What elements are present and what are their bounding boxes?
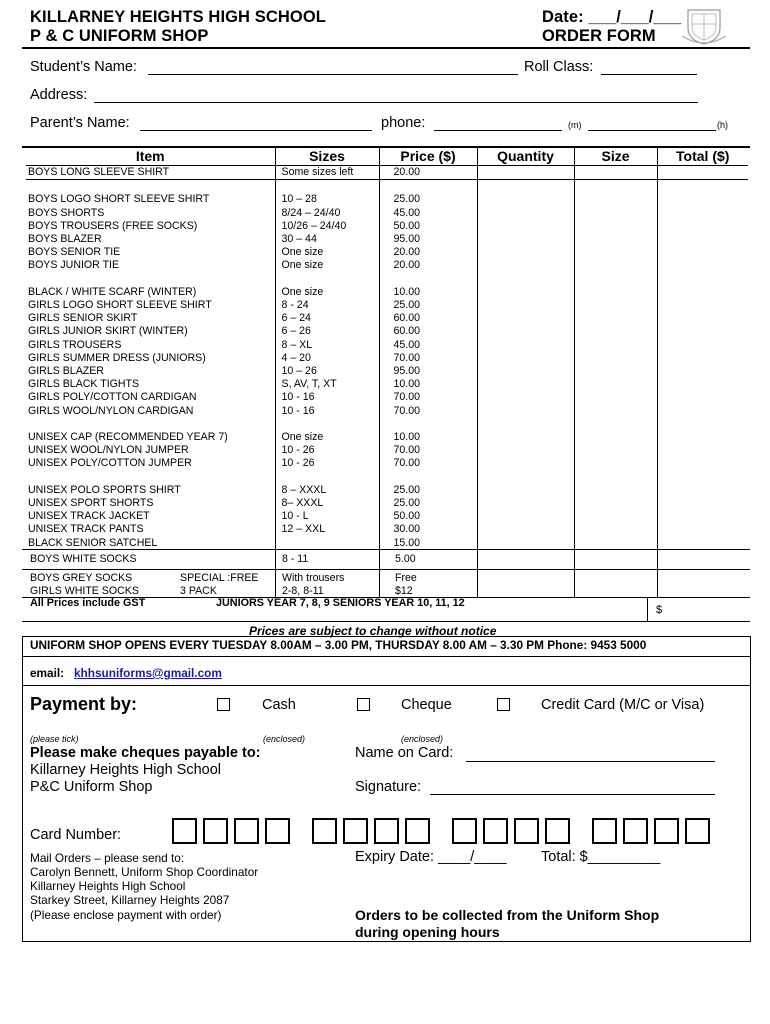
address-field[interactable] [94, 102, 698, 103]
total-cell[interactable] [657, 365, 748, 378]
total-cell[interactable] [657, 246, 748, 259]
item-sizes: One size [275, 286, 379, 299]
socks-girls-price: $12 [395, 585, 413, 597]
item-sizes: 10 - 16 [275, 405, 379, 418]
qty-cell[interactable] [477, 523, 574, 536]
table-row [26, 180, 748, 194]
item-name: GIRLS POLY/COTTON CARDIGAN [28, 391, 197, 404]
total-cell[interactable] [657, 259, 748, 272]
total-cell[interactable] [657, 180, 748, 194]
card-digit-box[interactable] [343, 818, 368, 844]
qty-cell[interactable] [477, 286, 574, 299]
size-cell[interactable] [574, 405, 657, 418]
item-name: GIRLS SENIOR SKIRT [28, 312, 138, 325]
size-cell[interactable] [574, 233, 657, 246]
mail-line-4: Starkey Street, Killarney Heights 2087 [30, 893, 230, 907]
total-cell[interactable] [657, 233, 748, 246]
card-digit-box[interactable] [514, 818, 539, 844]
shop-hours: UNIFORM SHOP OPENS EVERY TUESDAY 8.00AM – 3.00 PM, THURSDAY 8.00 AM – 3.30 PM Phone: 9453 5000 [30, 638, 647, 652]
item-sizes: 6 – 24 [275, 312, 379, 325]
card-digit-box[interactable] [654, 818, 679, 844]
socks-grey-sizes: With trousers [282, 572, 345, 584]
total-cell[interactable] [657, 484, 748, 497]
item-name: UNISEX TRACK PANTS [28, 523, 144, 536]
item-price [379, 418, 477, 431]
total-cell[interactable] [657, 391, 748, 404]
item-price [379, 273, 477, 286]
table-row [26, 444, 748, 457]
parent-name-label: Parent’s Name: [30, 115, 130, 131]
item-price: 50.00 [379, 510, 477, 523]
item-sizes: 10 – 26 [275, 365, 379, 378]
item-sizes: One size [275, 431, 379, 444]
address-label: Address: [30, 87, 88, 103]
item-price: 60.00 [379, 312, 477, 325]
school-name: KILLARNEY HEIGHTS HIGH SCHOOL [30, 8, 326, 26]
item-price: 10.00 [379, 431, 477, 444]
size-cell[interactable] [574, 339, 657, 352]
total-field[interactable]: Total: $_________ [541, 849, 661, 865]
item-price: 20.00 [379, 259, 477, 272]
socks-girls-pack: 3 PACK [180, 585, 217, 597]
qty-cell[interactable] [477, 273, 574, 286]
table-row [26, 537, 748, 550]
qty-cell[interactable] [477, 471, 574, 484]
socks-white-sizes: 8 - 11 [282, 553, 309, 565]
col-quantity: Quantity [477, 148, 574, 166]
size-cell[interactable] [574, 286, 657, 299]
shop-name: P & C UNIFORM SHOP [30, 27, 209, 45]
parent-name-field[interactable] [140, 130, 372, 131]
date-field[interactable]: Date: ___/___/___ [542, 8, 682, 26]
table-row [26, 418, 748, 431]
total-cell[interactable] [657, 220, 748, 233]
item-price: 20.00 [379, 246, 477, 259]
total-cell[interactable] [657, 537, 748, 550]
socks-grey-name: BOYS GREY SOCKS [30, 572, 133, 584]
total-cell[interactable] [657, 166, 748, 180]
item-sizes: 10 - 26 [275, 457, 379, 470]
size-cell[interactable] [574, 457, 657, 470]
item-price: 70.00 [379, 405, 477, 418]
enclosed-note-2: (enclosed) [401, 734, 444, 744]
qty-cell[interactable] [477, 246, 574, 259]
item-price: 15.00 [379, 537, 477, 550]
qty-cell[interactable] [477, 220, 574, 233]
total-cell[interactable] [657, 510, 748, 523]
item-name: GIRLS BLACK TIGHTS [28, 378, 140, 391]
qty-cell[interactable] [477, 484, 574, 497]
table-row [26, 352, 748, 365]
card-digit-box[interactable] [172, 818, 197, 844]
size-cell[interactable] [574, 246, 657, 259]
item-price: 95.00 [379, 365, 477, 378]
total-cell[interactable] [657, 352, 748, 365]
size-cell[interactable] [574, 431, 657, 444]
payee-line-1: Killarney Heights High School [30, 762, 222, 778]
table-row [26, 193, 748, 206]
total-cell[interactable] [657, 273, 748, 286]
gst-note: All Prices include GST [30, 597, 146, 609]
table-row [26, 431, 748, 444]
table-row [26, 312, 748, 325]
total-cell[interactable] [657, 444, 748, 457]
name-on-card-label: Name on Card: [355, 745, 454, 761]
item-price [379, 471, 477, 484]
size-cell[interactable] [574, 510, 657, 523]
table-row [26, 299, 748, 312]
item-name: BLACK / WHITE SCARF (WINTER) [28, 285, 197, 298]
size-cell[interactable] [574, 259, 657, 272]
item-price: 45.00 [379, 339, 477, 352]
items-table [26, 148, 748, 550]
item-price: 50.00 [379, 220, 477, 233]
roll-class-field[interactable] [601, 74, 697, 75]
item-price: 25.00 [379, 193, 477, 206]
total-cell[interactable] [657, 497, 748, 510]
school-crest-icon [680, 6, 728, 46]
table-header-row [26, 148, 748, 166]
size-cell[interactable] [574, 523, 657, 536]
socks-girls-name: GIRLS WHITE SOCKS [30, 585, 139, 597]
item-name: UNISEX WOOL/NYLON JUMPER [28, 444, 189, 457]
item-price [379, 180, 477, 194]
expiry-date-field[interactable]: Expiry Date: ____/____ [355, 849, 507, 865]
socks-white-price: 5.00 [395, 553, 416, 565]
price-notice: Prices are subject to change without notice [249, 624, 497, 638]
item-name: UNISEX CAP (RECOMMENDED YEAR 7) [28, 431, 228, 444]
col-sizes: Sizes [275, 148, 379, 166]
qty-cell[interactable] [477, 352, 574, 365]
cash-checkbox[interactable] [217, 698, 230, 711]
table-row [26, 325, 748, 338]
total-cell[interactable] [657, 207, 748, 220]
item-name: BOYS BLAZER [28, 233, 102, 245]
item-name [26, 418, 275, 431]
credit-card-checkbox[interactable] [497, 698, 510, 711]
item-sizes: 10/26 – 24/40 [275, 220, 379, 233]
qty-cell[interactable] [477, 299, 574, 312]
item-name: UNISEX POLO SPORTS SHIRT [28, 483, 181, 496]
card-number-label: Card Number: [30, 827, 122, 843]
table-row [26, 286, 748, 299]
col-size: Size [574, 148, 657, 166]
item-name: GIRLS JUNIOR SKIRT (WINTER) [28, 325, 188, 338]
qty-cell[interactable] [477, 457, 574, 470]
mobile-label: (m) [568, 120, 582, 130]
table-row [26, 273, 748, 286]
collect-line-1: Orders to be collected from the Uniform Shop [355, 907, 660, 923]
table-row [26, 405, 748, 418]
item-name: GIRLS WOOL/NYLON CARDIGAN [28, 404, 194, 417]
item-sizes [275, 537, 379, 550]
table-row [26, 471, 748, 484]
item-name: BOYS LONG SLEEVE SHIRT [28, 166, 170, 178]
qty-cell[interactable] [477, 510, 574, 523]
table-row [26, 484, 748, 497]
item-sizes [275, 180, 379, 194]
total-cell[interactable] [657, 457, 748, 470]
mail-line-3: Killarney Heights High School [30, 879, 186, 893]
total-cell[interactable] [657, 286, 748, 299]
qty-cell[interactable] [477, 180, 574, 194]
cash-label: Cash [262, 697, 296, 713]
size-cell[interactable] [574, 207, 657, 220]
size-cell[interactable] [574, 166, 657, 180]
item-name: BOYS JUNIOR TIE [28, 259, 120, 272]
phone-label: phone: [381, 115, 426, 131]
phone-mobile-field[interactable] [434, 130, 562, 131]
col-total: Total ($) [657, 148, 748, 166]
table-row [26, 233, 748, 246]
size-cell[interactable] [574, 312, 657, 325]
size-cell[interactable] [574, 193, 657, 206]
item-price: 10.00 [379, 378, 477, 391]
item-sizes: Some sizes left [275, 166, 379, 180]
table-row [26, 220, 748, 233]
item-price: 25.00 [379, 299, 477, 312]
total-cell[interactable] [657, 523, 748, 536]
item-sizes: S, AV, T, XT [275, 378, 379, 391]
item-sizes: 10 - L [275, 510, 379, 523]
item-sizes: One size [275, 259, 379, 272]
item-sizes: 8– XXXL [275, 497, 379, 510]
item-sizes [275, 418, 379, 431]
item-sizes [275, 471, 379, 484]
item-price: 70.00 [379, 457, 477, 470]
size-cell[interactable] [574, 365, 657, 378]
table-row [26, 457, 748, 470]
please-tick-note: (please tick) [30, 734, 79, 744]
card-digit-box[interactable] [312, 818, 337, 844]
item-name: UNISEX SPORT SHORTS [28, 497, 154, 510]
item-price: 25.00 [379, 484, 477, 497]
qty-cell[interactable] [477, 378, 574, 391]
signature-label: Signature: [355, 779, 422, 795]
item-sizes: One size [275, 246, 379, 259]
form-title: ORDER FORM [542, 27, 656, 45]
item-sizes: 10 - 26 [275, 444, 379, 457]
card-digit-box[interactable] [203, 818, 228, 844]
card-digit-box[interactable] [452, 818, 477, 844]
total-cell[interactable] [657, 431, 748, 444]
phone-home-field[interactable] [588, 130, 716, 131]
item-sizes: 8/24 – 24/40 [275, 207, 379, 220]
item-name: GIRLS BLAZER [28, 365, 104, 378]
table-row [26, 339, 748, 352]
qty-cell[interactable] [477, 418, 574, 431]
home-label: (h) [717, 120, 728, 130]
item-sizes: 12 – XXL [275, 523, 379, 536]
email-label: email: [30, 666, 65, 680]
col-price: Price ($) [379, 148, 477, 166]
table-row [26, 523, 748, 536]
socks-white-name: BOYS WHITE SOCKS [30, 553, 137, 565]
qty-cell[interactable] [477, 207, 574, 220]
item-name: UNISEX TRACK JACKET [28, 510, 150, 523]
mail-line-2: Carolyn Bennett, Uniform Shop Coordinator [30, 865, 259, 879]
table-row [26, 259, 748, 272]
size-cell[interactable] [574, 180, 657, 194]
table-row [26, 378, 748, 391]
name-on-card-field[interactable] [466, 761, 715, 762]
item-price: 25.00 [379, 497, 477, 510]
size-cell[interactable] [574, 537, 657, 550]
size-cell[interactable] [574, 497, 657, 510]
qty-cell[interactable] [477, 444, 574, 457]
qty-cell[interactable] [477, 259, 574, 272]
cheque-label: Cheque [401, 697, 452, 713]
size-cell[interactable] [574, 273, 657, 286]
socks-girls-sizes: 2-8, 8-11 [282, 585, 324, 597]
item-name: BOYS SHORTS [28, 206, 105, 219]
grand-total-field[interactable]: $ [656, 604, 663, 616]
email-link[interactable]: khhsuniforms@gmail.com [74, 666, 222, 680]
qty-cell[interactable] [477, 166, 574, 180]
size-cell[interactable] [574, 325, 657, 338]
item-sizes: 8 – XXXL [275, 484, 379, 497]
card-digit-box[interactable] [592, 818, 617, 844]
card-digit-box[interactable] [265, 818, 290, 844]
item-price: 95.00 [379, 233, 477, 246]
payee-line-2: P&C Uniform Shop [30, 779, 153, 795]
item-name: BOYS SENIOR TIE [28, 246, 121, 259]
size-cell[interactable] [574, 299, 657, 312]
qty-cell[interactable] [477, 537, 574, 550]
roll-class-label: Roll Class: [524, 59, 594, 75]
payment-title: Payment by: [30, 694, 138, 714]
item-sizes: 8 – XL [275, 339, 379, 352]
card-digit-box[interactable] [545, 818, 570, 844]
item-name [26, 471, 275, 484]
item-name: BOYS TROUSERS (FREE SOCKS) [28, 219, 198, 232]
item-sizes: 10 – 28 [275, 193, 379, 206]
mail-line-5: (Please enclose payment with order) [30, 908, 222, 922]
item-price: 10.00 [379, 286, 477, 299]
total-cell[interactable] [657, 193, 748, 206]
item-name [26, 273, 275, 286]
card-digit-box[interactable] [234, 818, 259, 844]
size-cell[interactable] [574, 352, 657, 365]
credit-card-label: Credit Card (M/C or Visa) [541, 697, 705, 713]
qty-cell[interactable] [477, 405, 574, 418]
table-row [26, 510, 748, 523]
card-digit-box[interactable] [685, 818, 710, 844]
item-sizes: 10 - 16 [275, 391, 379, 404]
qty-cell[interactable] [477, 312, 574, 325]
item-sizes: 8 - 24 [275, 299, 379, 312]
size-cell[interactable] [574, 418, 657, 431]
card-digit-box[interactable] [374, 818, 399, 844]
item-price: 20.00 [379, 166, 477, 180]
card-digit-box[interactable] [405, 818, 430, 844]
table-row [26, 207, 748, 220]
item-name: GIRLS LOGO SHORT SLEEVE SHIRT [28, 299, 212, 311]
qty-cell[interactable] [477, 325, 574, 338]
qty-cell[interactable] [477, 391, 574, 404]
item-name [26, 180, 275, 194]
qty-cell[interactable] [477, 365, 574, 378]
item-price: 30.00 [379, 523, 477, 536]
size-cell[interactable] [574, 471, 657, 484]
card-digit-box[interactable] [483, 818, 508, 844]
size-cell[interactable] [574, 378, 657, 391]
size-cell[interactable] [574, 484, 657, 497]
signature-field[interactable] [430, 794, 715, 795]
table-row [26, 391, 748, 404]
qty-cell[interactable] [477, 497, 574, 510]
table-row [26, 166, 748, 180]
total-cell[interactable] [657, 405, 748, 418]
item-sizes [275, 273, 379, 286]
cheque-payable-label: Please make cheques payable to: [30, 745, 261, 761]
item-price: 45.00 [379, 207, 477, 220]
socks-grey-special: SPECIAL :FREE [180, 572, 259, 584]
table-row [26, 365, 748, 378]
size-cell[interactable] [574, 444, 657, 457]
item-price: 70.00 [379, 352, 477, 365]
item-price: 70.00 [379, 444, 477, 457]
socks-grey-price: Free [395, 572, 417, 584]
item-name: GIRLS SUMMER DRESS (JUNIORS) [28, 351, 206, 364]
item-name: GIRLS TROUSERS [28, 338, 122, 351]
total-cell[interactable] [657, 325, 748, 338]
table-row [26, 246, 748, 259]
total-cell[interactable] [657, 418, 748, 431]
total-cell[interactable] [657, 378, 748, 391]
col-item: Item [26, 148, 275, 166]
item-price: 60.00 [379, 325, 477, 338]
enclosed-note-1: (enclosed) [263, 734, 306, 744]
item-price: 70.00 [379, 391, 477, 404]
total-cell[interactable] [657, 299, 748, 312]
item-name: BOYS LOGO SHORT SLEEVE SHIRT [28, 193, 210, 206]
size-cell[interactable] [574, 391, 657, 404]
total-cell[interactable] [657, 339, 748, 352]
size-cell[interactable] [574, 220, 657, 233]
table-row [26, 497, 748, 510]
qty-cell[interactable] [477, 339, 574, 352]
card-digit-box[interactable] [623, 818, 648, 844]
qty-cell[interactable] [477, 193, 574, 206]
item-sizes: 4 – 20 [275, 352, 379, 365]
cheque-checkbox[interactable] [357, 698, 370, 711]
years-note: JUNIORS YEAR 7, 8, 9 SENIORS YEAR 10, 11, 12 [216, 597, 465, 609]
qty-cell[interactable] [477, 431, 574, 444]
item-name: BLACK SENIOR SATCHEL [28, 536, 158, 549]
qty-cell[interactable] [477, 233, 574, 246]
total-cell[interactable] [657, 471, 748, 484]
collect-line-2: during opening hours [355, 924, 500, 940]
total-cell[interactable] [657, 312, 748, 325]
item-sizes: 6 – 26 [275, 325, 379, 338]
item-name: UNISEX POLY/COTTON JUMPER [28, 457, 192, 470]
student-name-field[interactable] [148, 74, 518, 75]
item-sizes: 30 – 44 [275, 233, 379, 246]
mail-line-1: Mail Orders – please send to: [30, 851, 185, 865]
student-name-label: Student’s Name: [30, 59, 137, 75]
